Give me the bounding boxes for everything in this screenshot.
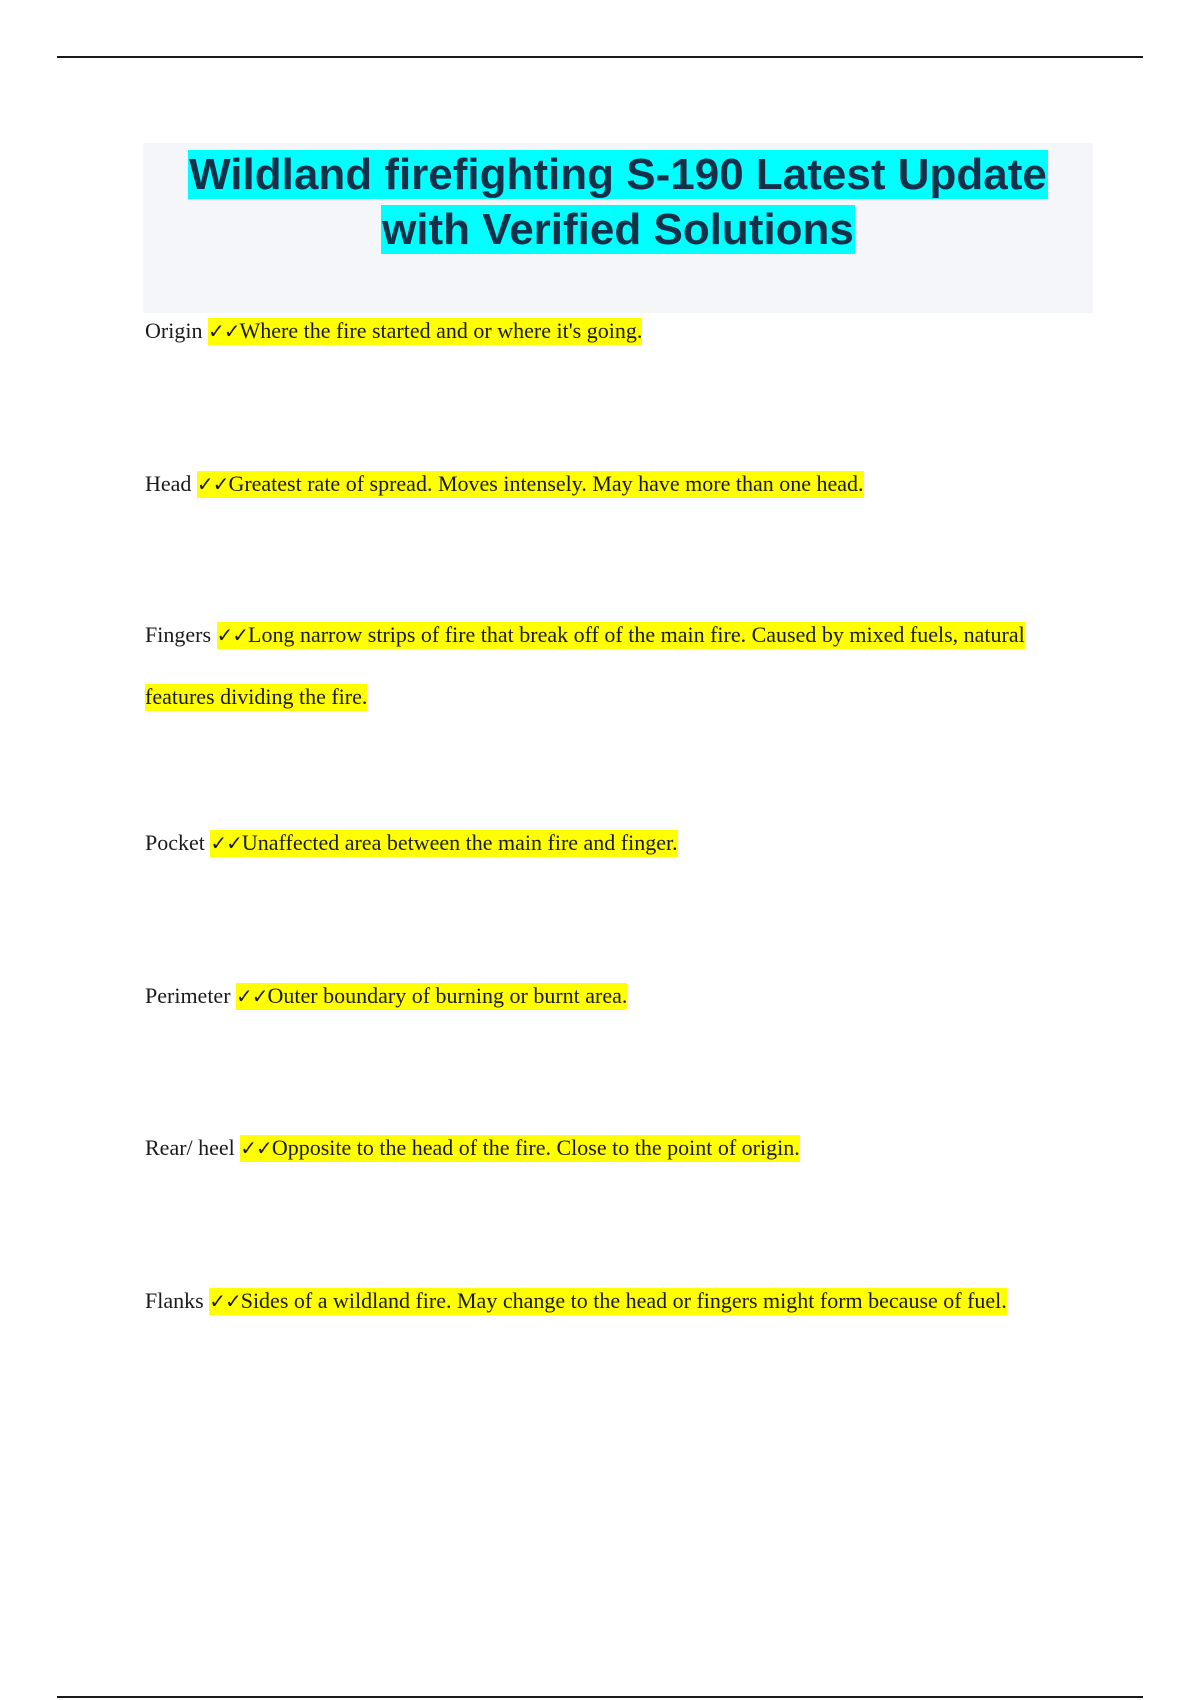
term-entry-pocket [145, 812, 1045, 874]
term-label: Fingers [145, 622, 211, 647]
term-entry-rear-heel [145, 1117, 1045, 1179]
term-definition [210, 830, 677, 857]
term-label: Perimeter [145, 983, 231, 1008]
double-check-icon: ✓✓ [209, 1289, 241, 1313]
definition-text: Long narrow strips of fire that break off of the main fire. Caused by mixed fuels, natural features dividing the fire. [145, 622, 1025, 709]
term-definition [197, 471, 864, 498]
term-definition [208, 318, 642, 345]
definition-text: Outer boundary of burning or burnt area. [267, 983, 628, 1008]
bottom-rule [57, 1696, 1143, 1698]
double-check-icon: ✓✓ [210, 831, 242, 855]
page-title [143, 147, 1093, 257]
definition-text: Sides of a wildland fire. May change to the head or fingers might form because of fuel. [240, 1288, 1007, 1313]
term-label: Pocket [145, 830, 205, 855]
double-check-icon: ✓✓ [236, 984, 268, 1008]
term-definition [145, 622, 1025, 711]
term-entry-perimeter [145, 965, 1045, 1027]
term-entry-fingers [145, 604, 1045, 727]
term-entry-head [145, 453, 1045, 515]
definition-text: Unaffected area between the main fire and finger. [241, 830, 678, 855]
term-definition [209, 1288, 1007, 1315]
double-check-icon: ✓✓ [196, 472, 229, 496]
double-check-icon: ✓✓ [207, 319, 240, 343]
page-title-line-1: Wildland firefighting S-190 Latest Update [189, 150, 1047, 199]
top-rule [57, 56, 1143, 58]
double-check-icon: ✓✓ [216, 623, 249, 647]
definition-text: Opposite to the head of the fire. Close to the point of origin. [271, 1135, 800, 1160]
term-entry-origin [145, 300, 1045, 362]
double-check-icon: ✓✓ [240, 1136, 272, 1160]
definition-text: Where the fire started and or where it's going. [239, 318, 643, 343]
term-label: Origin [145, 318, 203, 343]
term-definition [240, 1135, 799, 1162]
term-label: Rear/ heel [145, 1135, 235, 1160]
term-label: Head [145, 471, 192, 496]
term-label: Flanks [145, 1288, 204, 1313]
definition-text: Greatest rate of spread. Moves intensely. May have more than one head. [228, 471, 864, 496]
term-entry-flanks [145, 1270, 1045, 1332]
term-definition [236, 983, 627, 1010]
page-title-line-2: with Verified Solutions [382, 205, 854, 254]
